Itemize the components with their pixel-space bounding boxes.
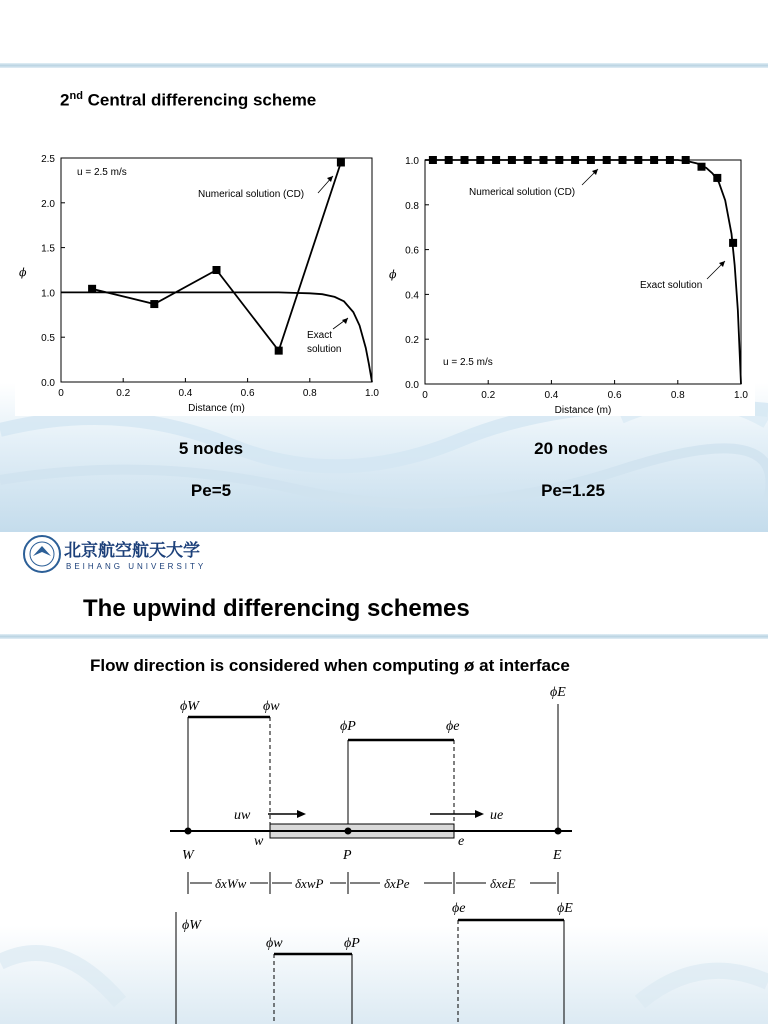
chart-20-nodes-svg	[385, 143, 755, 416]
x-axis-label: Distance (m)	[188, 403, 245, 414]
slide-subtitle: Flow direction is considered when computing ø at interface	[90, 656, 570, 675]
chart-5-nodes-svg	[15, 143, 390, 416]
x-axis-label: Distance (m)	[554, 405, 612, 416]
slide-upwind-differencing	[0, 532, 768, 1024]
right-caption-pe: Pe=1.25	[541, 481, 605, 500]
y-tick-label: 0.0	[405, 380, 419, 391]
label-face-w: w	[254, 834, 264, 849]
label-lower-phi-P: ϕP	[344, 936, 360, 951]
label-phi-w: ϕw	[263, 699, 280, 714]
label-phi-E: ϕE	[550, 685, 566, 700]
y-tick-label: 0.0	[41, 378, 55, 389]
x-tick-label: 1.0	[734, 390, 748, 401]
velocity-annotation: u = 2.5 m/s	[77, 167, 127, 178]
x-tick-label: 1.0	[365, 388, 379, 399]
label-node-E: E	[553, 848, 562, 863]
x-tick-label: 0.4	[178, 388, 193, 399]
y-tick-label: 1.0	[41, 288, 55, 300]
numerical-pointer-head	[327, 176, 333, 182]
label-lower-phi-w: ϕw	[266, 936, 283, 951]
control-volume-diagram	[0, 532, 768, 1024]
numerical-annotation: Numerical solution (CD)	[198, 189, 305, 200]
label-dx-Ww: δxWw	[215, 876, 247, 891]
x-tick-label: 0	[422, 390, 428, 401]
exact-annotation-line1: Exact	[307, 330, 333, 341]
exact-pointer-head	[342, 318, 348, 324]
y-tick-label: 1.5	[41, 243, 55, 255]
chart-5-nodes	[15, 143, 390, 416]
x-tick-label: 0.4	[544, 390, 559, 401]
node-W-dot	[185, 828, 192, 835]
label-dx-eE: δxeE	[490, 876, 516, 891]
page-heading	[60, 90, 316, 111]
label-dx-Pe: δxPe	[384, 876, 410, 891]
exact-annotation: Exact solution	[640, 280, 703, 291]
heading-superscript: nd	[69, 90, 83, 102]
top-divider	[0, 63, 768, 68]
data-point-marker	[275, 347, 283, 355]
y-tick-label: 0.4	[405, 290, 419, 302]
data-point-marker	[337, 158, 345, 166]
lower-profile	[176, 912, 564, 1024]
x-tick-label: 0.2	[481, 390, 496, 401]
x-tick-label: 0.6	[240, 388, 255, 399]
left-caption-pe: Pe=5	[190, 481, 232, 500]
y-tick-label: 0.2	[405, 335, 419, 347]
y-axis-label: ϕ	[19, 266, 27, 279]
x-tick-label: 0.6	[607, 390, 622, 401]
y-tick-label: 0.6	[405, 245, 419, 257]
y-tick-label: 0.8	[405, 200, 419, 212]
label-face-e: e	[458, 834, 465, 849]
y-tick-label: 2.5	[41, 154, 55, 165]
left-caption-nodes: 5 nodes	[178, 439, 244, 458]
numerical-annotation: Numerical solution (CD)	[469, 187, 576, 198]
label-lower-phi-W: ϕW	[182, 918, 201, 933]
data-point-marker	[150, 300, 158, 308]
label-lower-phi-e: ϕe	[452, 901, 466, 916]
y-tick-label: 2.0	[41, 198, 55, 210]
velocity-annotation: u = 2.5 m/s	[443, 357, 493, 368]
x-tick-label: 0.8	[670, 390, 685, 401]
exact-annotation-line2: solution	[307, 344, 342, 355]
x-tick-label: 0.8	[302, 388, 317, 399]
label-u-w: uw	[234, 808, 251, 823]
x-tick-label: 0	[58, 388, 64, 399]
heading-number: 2	[60, 90, 70, 110]
label-u-e: ue	[490, 808, 504, 823]
label-lower-phi-E: ϕE	[557, 901, 573, 916]
heading-text: Central differencing scheme	[82, 90, 317, 110]
x-tick-label: 0.2	[116, 388, 131, 399]
label-dx-wP: δxwP	[295, 876, 324, 891]
label-phi-W: ϕW	[180, 699, 199, 714]
logo-chinese-text: 北京航空航天大学	[64, 541, 200, 561]
chart-20-nodes	[385, 143, 755, 416]
y-tick-label: 1.0	[405, 156, 419, 167]
label-phi-e: ϕe	[446, 719, 460, 734]
logo-english-text: BEIHANG UNIVERSITY	[66, 562, 207, 571]
node-E-dot	[555, 828, 562, 835]
label-node-P: P	[343, 848, 352, 863]
y-tick-label: 0.5	[41, 333, 55, 345]
right-caption-nodes: 20 nodes	[534, 439, 608, 458]
y-axis-label: ϕ	[389, 268, 397, 281]
data-point-marker	[213, 266, 221, 274]
label-phi-P: ϕP	[340, 719, 356, 734]
label-node-W: W	[182, 848, 194, 863]
node-P-dot	[345, 828, 352, 835]
slide-title: The upwind differencing schemes	[83, 595, 470, 622]
